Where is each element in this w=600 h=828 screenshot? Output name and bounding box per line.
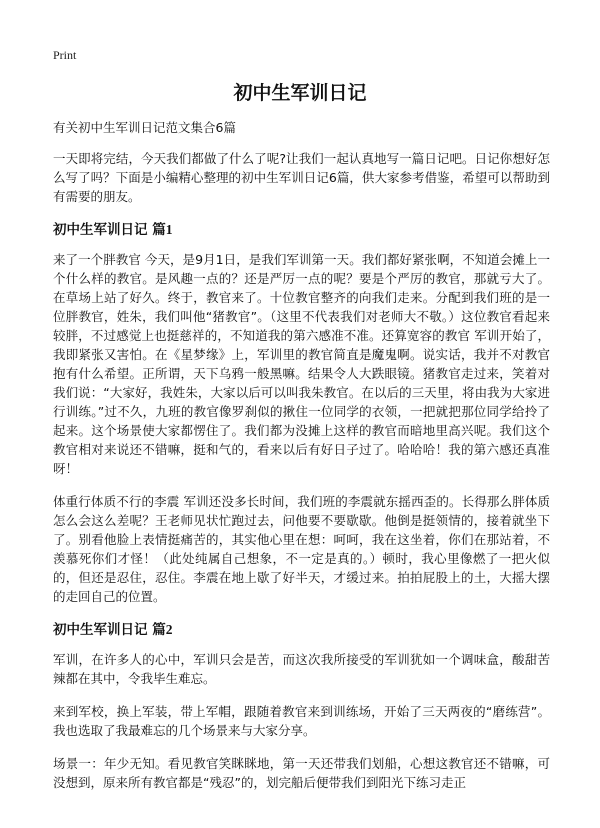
print-label: Print xyxy=(53,48,77,62)
section-heading-number: 2 xyxy=(165,622,173,637)
intro-paragraph: 一天即将完结，今天我们都做了什么了呢?让我们一起认真地写一篇日记吧。日记你想好怎么写了吗？下面是小编精心整理的初中生军训日记6篇，供大家参考借鉴，希望可以帮助到有需要的朋友。 xyxy=(53,151,550,204)
section-heading-1 xyxy=(53,220,550,240)
paragraph: 军训，在许多人的心中，军训只会是苦，而这次我所接受的军训犹如一个调味盒，酸甜苦辣都在其中，令我毕生难忘。 xyxy=(53,652,550,686)
doc-subtitle: 有关初中生军训日记范文集合6篇 xyxy=(53,120,236,135)
document-body xyxy=(53,118,550,806)
section-heading-number: 1 xyxy=(165,222,173,237)
page-title: 初中生军训日记 xyxy=(233,82,367,104)
paragraph: 来了一个胖教官 今天，是9月1日，是我们军训第一天。我们都好紧张啊，不知道会摊上一个什么样的教官。是风趣一点的？还是严厉一点的呢？要是个严厉的教官，那就亏大了。在草场上站了好久。终于，教官来了。十位教官整齐的向我们走来。分配到我们班的是一位胖教官，姓朱，我们叫他“猪教官”。（这里不代表我们对老师大不敬。）这位教官看起来较胖，不过感觉上也挺慈祥的，不知道我的第六感准不准。还算宽容的教官 军训开始了，我即紧张又害怕。在《星梦缘》上，军训里的教官简直是魔鬼啊。说实话，我并不对教官抱有什么希望。正所谓，天下乌鸦一般黑嘛。结果令人大跌眼镜。猪教官走过来，笑着对我们说：“大家好，我姓朱，大家以后可以叫我朱教官。在以后的三天里，将由我为大家进行训练。”过不久，九班的教官像罗刹似的揪住一位同学的衣领，一把就把那位同学给拎了起来。这个场景使大家都愣住了。我们都为没摊上这样的教官而暗地里高兴呢。我们这个教官相对来说还不错嘛，挺和气的，看来以后有好日子过了。哈哈哈！我的第六感还真准呀！ xyxy=(53,252,550,476)
paragraph: 场景一：年少无知。看见教官笑眯眯地，第一天还带我们划船，心想这教官还不错嘛，可没想到，原来所有教官都是“残忍”的，划完船后便带我们到阳光下练习走正 xyxy=(53,756,550,790)
section-heading-text: 初中生军训日记 篇 xyxy=(53,622,166,638)
section-heading-text: 初中生军训日记 篇 xyxy=(53,222,166,238)
section-heading-2 xyxy=(53,620,550,640)
paragraph: 体重行体质不行的李震 军训还没多长时间，我们班的李震就东摇西歪的。长得那么胖体质怎么会这么差呢？王老师见状忙跑过去，问他要不要歇歇。他倒是挺领情的，接着就坐下了。别看他脸上表情挺痛苦的，其实他心里在想：呵呵，我在这坐着，你们在那站着，不羡慕死你们才怪！（此处纯属自己想象，不一定是真的。）顿时，我心里像燃了一把火似的，但还是忍住，忍住。李震在地上歇了好半天，才缓过来。拍拍屁股上的土，大摇大摆的走回自己的位置。 xyxy=(53,494,550,604)
paragraph: 来到军校，换上军装，带上军帽，跟随着教官来到训练场，开始了三天两夜的“磨练营”。我也选取了我最难忘的几个场景来与大家分享。 xyxy=(53,704,550,738)
